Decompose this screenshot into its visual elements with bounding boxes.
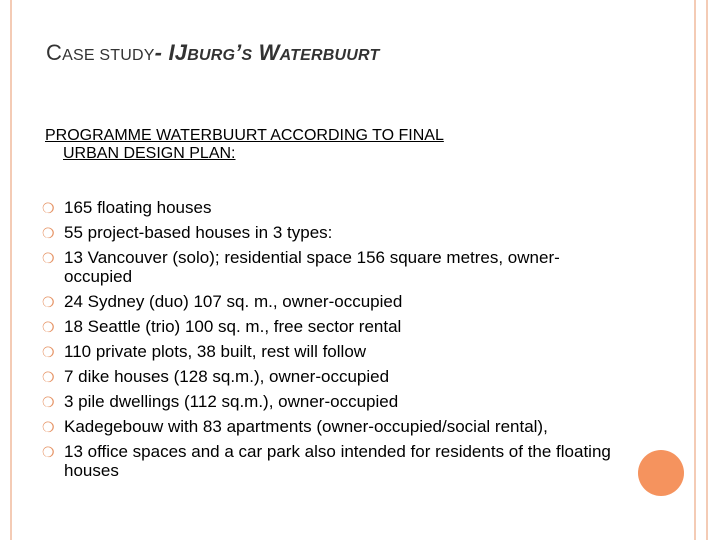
list-item-text: 165 floating houses [64, 198, 212, 217]
list-item [40, 223, 620, 242]
title-part: IJ [168, 40, 188, 65]
decorative-circle [638, 450, 684, 496]
list-item-text: 3 pile dwellings (112 sq.m.), owner-occupied [64, 392, 399, 411]
list-item-text: Kadegebouw with 83 apartments (owner-occupied/social rental), [64, 417, 548, 436]
section-heading-line1: PROGRAMME WATERBUURT ACCORDING TO FINAL [45, 127, 444, 144]
list-item-text: 13 Vancouver (solo); residential space 156 square metres, owner-occupied [64, 248, 560, 286]
title-part: ATERBUURT [279, 47, 380, 64]
title-part: BURG [187, 47, 236, 64]
circle-bullet-icon: ❍ [42, 250, 55, 266]
title-part: ASE STUDY [62, 47, 155, 64]
circle-bullet-icon: ❍ [42, 369, 55, 385]
circle-bullet-icon: ❍ [42, 319, 55, 335]
list-item [40, 442, 620, 480]
circle-bullet-icon: ❍ [42, 294, 55, 310]
list-item-text: 24 Sydney (duo) 107 sq. m., owner-occupied [64, 292, 403, 311]
circle-bullet-icon: ❍ [42, 225, 55, 241]
list-item-text: 13 office spaces and a car park also intended for residents of the floating houses [64, 442, 611, 480]
bullet-list [40, 198, 620, 486]
list-item [40, 367, 620, 386]
decorative-border-right-outer [706, 0, 708, 540]
circle-bullet-icon: ❍ [42, 444, 55, 460]
title-part: - [154, 40, 169, 65]
list-item-text: 55 project-based houses in 3 types: [64, 223, 333, 242]
title-part: S [241, 47, 253, 64]
section-heading-line2: URBAN DESIGN PLAN: [63, 145, 236, 162]
list-item-text: 7 dike houses (128 sq.m.), owner-occupied [64, 367, 390, 386]
title-part: C [46, 40, 63, 65]
list-item [40, 342, 620, 361]
title-part: ’ [235, 40, 242, 65]
list-item-text: 110 private plots, 38 built, rest will follow [64, 342, 367, 361]
list-item [40, 392, 620, 411]
title-part: W [258, 40, 280, 65]
list-item [40, 292, 620, 311]
list-item [40, 417, 620, 436]
circle-bullet-icon: ❍ [42, 200, 55, 216]
decorative-border-left [10, 0, 12, 540]
slide-title [46, 40, 379, 66]
list-item-text: 18 Seattle (trio) 100 sq. m., free sector rental [64, 317, 402, 336]
circle-bullet-icon: ❍ [42, 419, 55, 435]
decorative-border-right-inner [694, 0, 696, 540]
list-item [40, 248, 620, 286]
list-item [40, 198, 620, 217]
section-heading [45, 127, 565, 163]
list-item [40, 317, 620, 336]
circle-bullet-icon: ❍ [42, 394, 55, 410]
circle-bullet-icon: ❍ [42, 344, 55, 360]
